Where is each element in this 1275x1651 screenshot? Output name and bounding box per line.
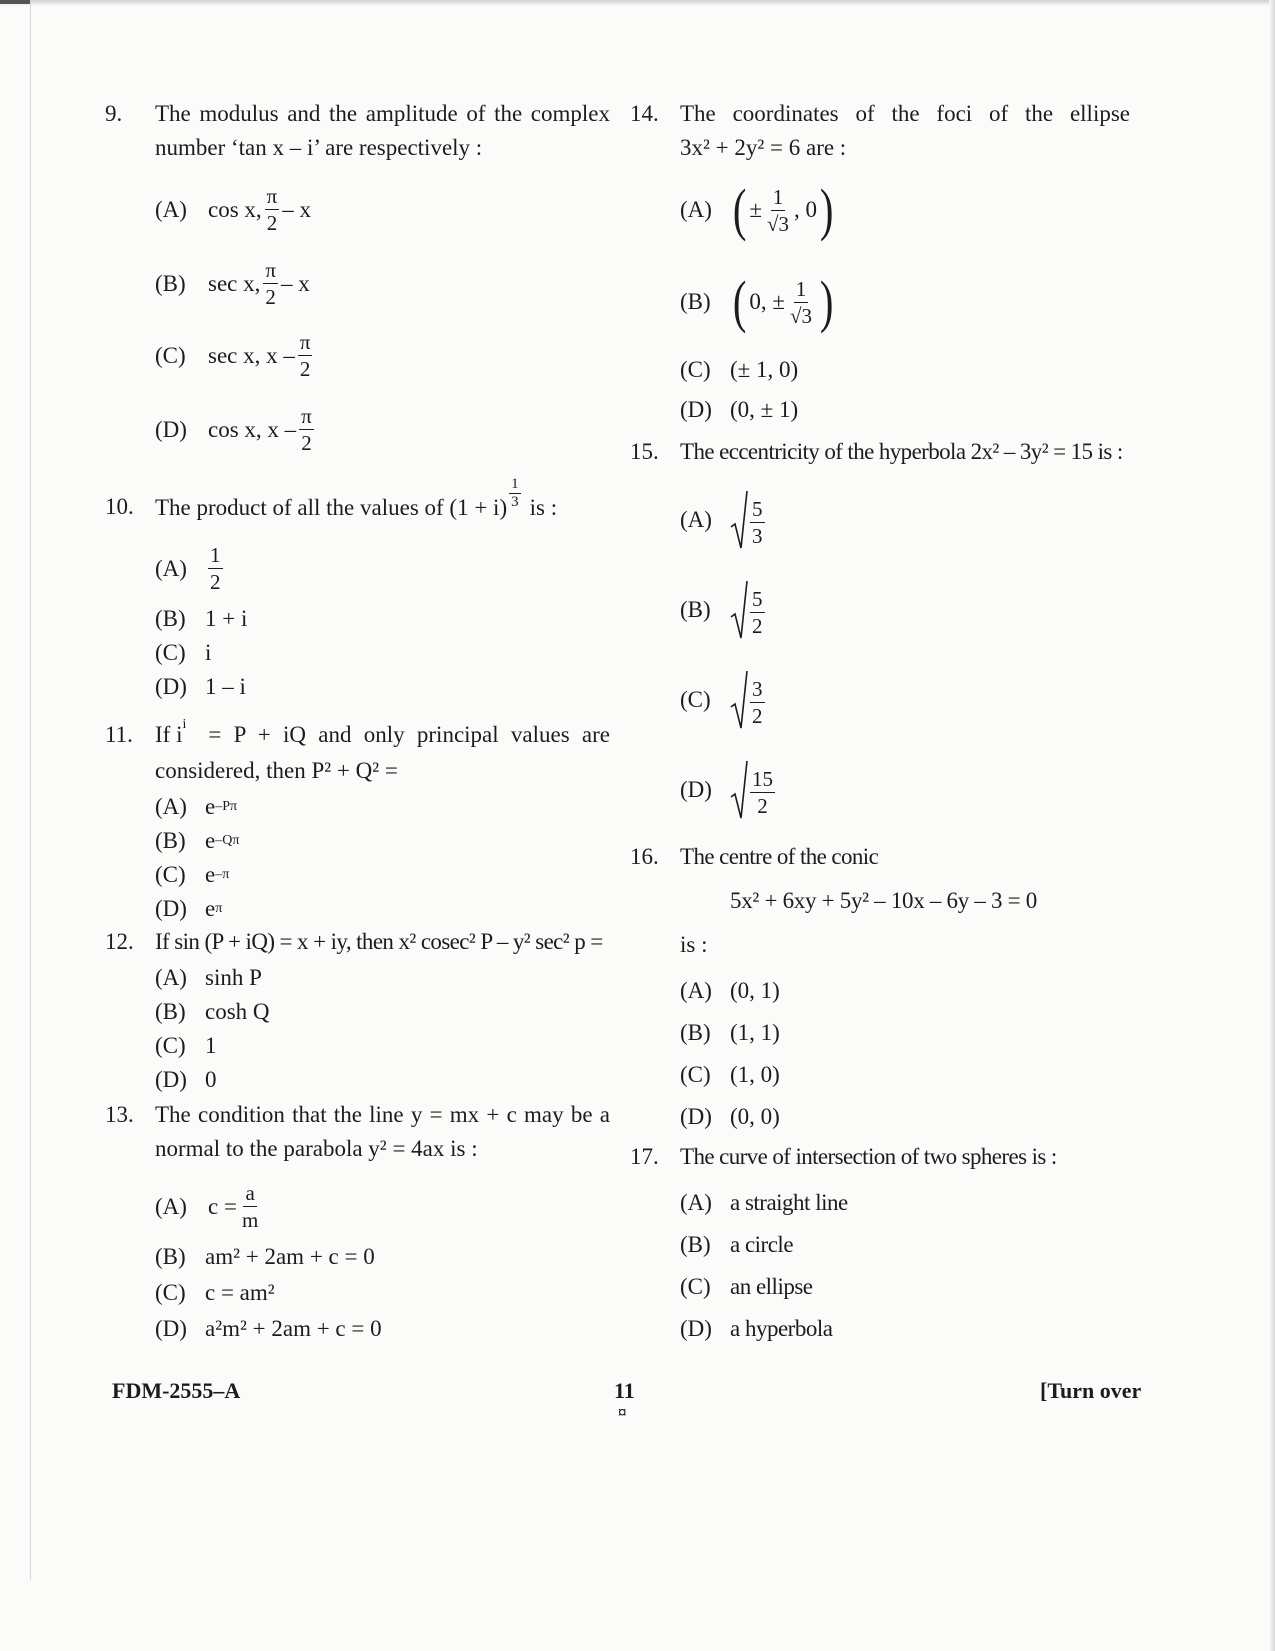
fraction [765, 184, 791, 237]
option-c[interactable] [680, 671, 768, 729]
question-text-line: is : [680, 932, 708, 957]
radical-sign-icon [730, 761, 748, 819]
fraction [208, 542, 223, 595]
option-value: cosh Q [205, 999, 270, 1024]
question-13 [105, 1098, 610, 1348]
option-d[interactable] [155, 403, 317, 456]
option-label: (A) [680, 507, 712, 532]
question-number: 9. [105, 101, 123, 126]
question-text-line [155, 718, 610, 752]
option-value: a hyperbola [730, 1316, 833, 1341]
option-label: (B) [680, 1020, 711, 1045]
question-text-line: If sin (P + iQ) = x + iy, then x² cosec² P – y² sec² p = [155, 929, 603, 954]
option-label: (B) [155, 270, 186, 296]
question-number: 11. [105, 722, 133, 747]
question-text-line: number ‘tan x – i’ are respectively : [155, 135, 483, 160]
option-a[interactable] [155, 542, 226, 595]
square-root [730, 671, 768, 729]
fraction [750, 496, 765, 549]
option-label: (A) [680, 197, 712, 222]
option-label: (D) [680, 1316, 712, 1341]
question-text-line: normal to the parabola y² = 4ax is : [155, 1136, 478, 1161]
radical-sign-icon [730, 671, 748, 729]
fraction-denominator: 2 [752, 614, 763, 638]
radical-sign-icon [730, 491, 748, 549]
page-number: 11 [614, 1378, 635, 1403]
page-right-shadow [1269, 0, 1275, 1651]
option-label: (C) [155, 342, 186, 368]
scan-mark [0, 0, 30, 4]
fraction [750, 766, 775, 819]
option-c[interactable]: (C) e –π [155, 858, 229, 892]
option-label: (D) [155, 674, 187, 699]
question-text-line: The eccentricity of the hyperbola 2x² – 3y² = 15 is : [680, 439, 1123, 464]
question-17 [630, 1140, 1130, 1350]
fraction-denominator: 2 [757, 794, 768, 818]
option-label: (B) [155, 606, 186, 631]
fraction [750, 676, 765, 729]
question-text-tail: is : [529, 494, 558, 520]
fraction [265, 183, 280, 236]
question-text-tail: = P + iQ and only principal values are [208, 722, 610, 747]
exponent-fraction [509, 476, 521, 511]
option-c[interactable] [680, 1058, 780, 1092]
left-paren: ( [732, 269, 747, 334]
fraction-numerator: 5 [752, 587, 763, 611]
question-text-line [155, 476, 558, 525]
fraction-numerator: 15 [752, 767, 773, 791]
option-value: 0 [205, 1067, 217, 1092]
square-root [730, 761, 778, 819]
turn-over-note: [Turn over [1040, 1378, 1142, 1403]
fraction [299, 403, 314, 456]
square-root [730, 581, 768, 639]
option-value: 1 + i [205, 606, 248, 631]
question-12 [105, 925, 620, 1095]
option-c[interactable] [680, 1270, 813, 1304]
fraction-numerator: 5 [752, 497, 763, 521]
option-value: a circle [730, 1232, 794, 1257]
fraction-numerator: 1 [772, 184, 784, 209]
fraction-denominator: 3 [511, 494, 519, 510]
fraction [298, 329, 313, 382]
option-d[interactable] [680, 1312, 832, 1346]
option-value-tail: , 0 [793, 197, 817, 222]
option-c[interactable] [155, 1029, 217, 1063]
conic-equation: 5x² + 6xy + 5y² – 10x – 6y – 3 = 0 [730, 888, 1038, 913]
question-number: 17. [630, 1144, 659, 1169]
option-label: (B) [155, 1244, 186, 1269]
fraction-numerator: π [265, 258, 276, 282]
option-value: a²m² + 2am + c = 0 [205, 1316, 382, 1341]
fraction [750, 586, 765, 639]
fraction-denominator: 2 [210, 570, 221, 594]
option-label: (B) [680, 597, 711, 622]
option-label: (D) [155, 416, 187, 442]
option-label: (C) [155, 862, 186, 887]
page-left-edge [30, 0, 31, 1580]
option-value: (0, ± 1) [730, 397, 799, 422]
option-label: (A) [680, 1190, 712, 1215]
option-value: e [205, 794, 216, 819]
option-label: (D) [155, 1067, 187, 1092]
fraction-numerator: 3 [752, 677, 763, 701]
option-label: (C) [680, 1062, 711, 1087]
right-paren: ) [819, 177, 834, 242]
option-value: sec x, [208, 270, 261, 296]
option-b[interactable] [680, 1016, 780, 1050]
option-label: (A) [155, 794, 187, 819]
question-text-line: The condition that the line y = mx + c may be a [155, 1102, 610, 1127]
square-root [730, 491, 768, 549]
option-value: (0, 1) [730, 978, 780, 1003]
question-number: 16. [630, 844, 659, 869]
option-value: 1 [205, 1033, 217, 1058]
option-value: c = am² [205, 1280, 275, 1305]
fraction-numerator: 1 [795, 276, 807, 301]
question-text-line: The modulus and the amplitude of the complex [155, 101, 610, 126]
option-d[interactable] [680, 761, 778, 819]
option-d[interactable] [155, 1312, 382, 1346]
option-label: (C) [155, 1280, 186, 1305]
fraction-denominator: 2 [265, 285, 276, 309]
option-label: (D) [155, 896, 187, 921]
option-a[interactable] [680, 177, 836, 242]
fraction-denominator: 3 [752, 524, 763, 548]
option-b[interactable] [155, 602, 247, 636]
paper-code: FDM-2555–A [112, 1378, 241, 1403]
option-label: (D) [680, 777, 712, 802]
fraction-numerator: π [299, 330, 311, 354]
option-value: e [205, 896, 216, 921]
option-value: c = [208, 1193, 237, 1219]
option-a[interactable]: (A) e –Pπ [155, 790, 237, 824]
question-10 [105, 476, 610, 706]
option-label: (C) [680, 1274, 711, 1299]
question-number: 10. [105, 494, 134, 519]
option-label: (B) [155, 828, 186, 853]
fraction-denominator: √3 [789, 303, 812, 328]
option-value: e [205, 828, 216, 853]
question-number: 14. [630, 101, 659, 126]
fraction-denominator: 2 [301, 431, 312, 455]
fraction [788, 276, 814, 329]
option-value: sinh P [205, 965, 262, 990]
question-number: 13. [105, 1102, 134, 1127]
option-value: 1 – i [205, 674, 246, 699]
option-label: (B) [680, 289, 711, 314]
question-11 [105, 718, 610, 928]
option-value: (0, 0) [730, 1104, 780, 1129]
option-a[interactable] [680, 974, 780, 1008]
question-text-line: 3x² + 2y² = 6 are : [680, 135, 847, 160]
option-label: (C) [155, 1033, 186, 1058]
question-14 [630, 97, 1130, 427]
option-a[interactable] [155, 961, 262, 995]
fraction-denominator: m [241, 1208, 259, 1232]
option-b[interactable]: (B) e –Qπ [155, 824, 239, 858]
option-d[interactable] [680, 393, 798, 427]
fraction-denominator: 2 [266, 211, 278, 235]
fraction-numerator: 1 [210, 543, 221, 567]
option-value: (1, 1) [730, 1020, 780, 1045]
option-label: (C) [155, 640, 186, 665]
option-a[interactable] [155, 1180, 263, 1233]
option-label: (D) [680, 1104, 712, 1129]
question-text-line: The coordinates of the foci of the ellipse [680, 101, 1130, 126]
option-value: e [205, 862, 216, 887]
question-text-line: The curve of intersection of two spheres is : [680, 1144, 1057, 1169]
fraction-numerator: 1 [511, 476, 519, 492]
option-d[interactable]: (D) e π [155, 892, 222, 926]
option-b[interactable] [680, 269, 836, 334]
option-b[interactable] [680, 1228, 793, 1262]
question-text-line: considered, then P² + Q² = [155, 758, 398, 783]
option-label: (B) [155, 999, 186, 1024]
option-value: a straight line [730, 1190, 848, 1215]
option-d[interactable] [155, 1063, 217, 1097]
option-label: (B) [680, 1232, 711, 1257]
option-a[interactable] [155, 183, 311, 236]
option-label: (C) [680, 357, 711, 382]
option-label: (A) [155, 965, 187, 990]
option-value: an ellipse [730, 1274, 813, 1299]
option-d[interactable] [680, 1100, 780, 1134]
option-a[interactable] [680, 491, 768, 549]
option-value: cos x, x – [208, 416, 297, 442]
option-value: sec x, x – [208, 342, 295, 368]
question-15 [630, 435, 1130, 835]
option-value-tail: – x [282, 196, 312, 222]
fraction [240, 1180, 260, 1233]
option-c[interactable] [155, 329, 315, 382]
question-number: 12. [105, 929, 134, 954]
option-label: (D) [680, 397, 712, 422]
option-b[interactable] [155, 1240, 375, 1274]
fraction-denominator: 2 [299, 357, 311, 381]
option-c[interactable] [680, 353, 798, 387]
option-label: (A) [155, 196, 187, 222]
option-label: (A) [155, 1193, 187, 1219]
fraction-denominator: √3 [766, 211, 789, 236]
option-b[interactable] [155, 257, 310, 310]
question-text-line: The centre of the conic [680, 844, 879, 869]
question-text: The product of all the values of (1 + i) [155, 494, 508, 520]
left-paren: ( [732, 177, 747, 242]
fraction [263, 257, 278, 310]
option-b[interactable] [155, 995, 270, 1029]
option-label: (A) [155, 555, 187, 581]
option-d[interactable] [155, 670, 246, 704]
option-a[interactable] [680, 1186, 848, 1220]
fraction-numerator: π [301, 404, 312, 428]
option-b[interactable] [680, 581, 768, 639]
question-16 [630, 840, 1130, 1130]
fraction-denominator: 2 [752, 704, 763, 728]
right-paren: ) [819, 269, 834, 334]
option-c[interactable] [155, 636, 211, 670]
option-value: cos x, [208, 196, 262, 222]
option-label: (C) [680, 687, 711, 712]
option-value: (± 1, 0) [730, 357, 799, 382]
radical-sign-icon [730, 581, 748, 639]
page-top-shadow [0, 0, 1275, 6]
option-label: (D) [155, 1316, 187, 1341]
option-value: 0, ± [749, 289, 785, 314]
option-c[interactable] [155, 1276, 275, 1310]
option-value: ± [749, 197, 762, 222]
question-text: If i [155, 722, 183, 747]
page-mark: ¤ [618, 1403, 627, 1422]
option-label: (A) [680, 978, 712, 1003]
option-value-tail: – x [280, 270, 310, 296]
fraction-numerator: a [245, 1181, 255, 1205]
question-number: 15. [630, 439, 659, 464]
option-value: am² + 2am + c = 0 [205, 1244, 375, 1269]
question-9 [105, 97, 610, 467]
option-value: i [205, 640, 212, 665]
fraction-numerator: π [266, 184, 278, 208]
superscript: i [182, 717, 187, 732]
option-value: (1, 0) [730, 1062, 780, 1087]
